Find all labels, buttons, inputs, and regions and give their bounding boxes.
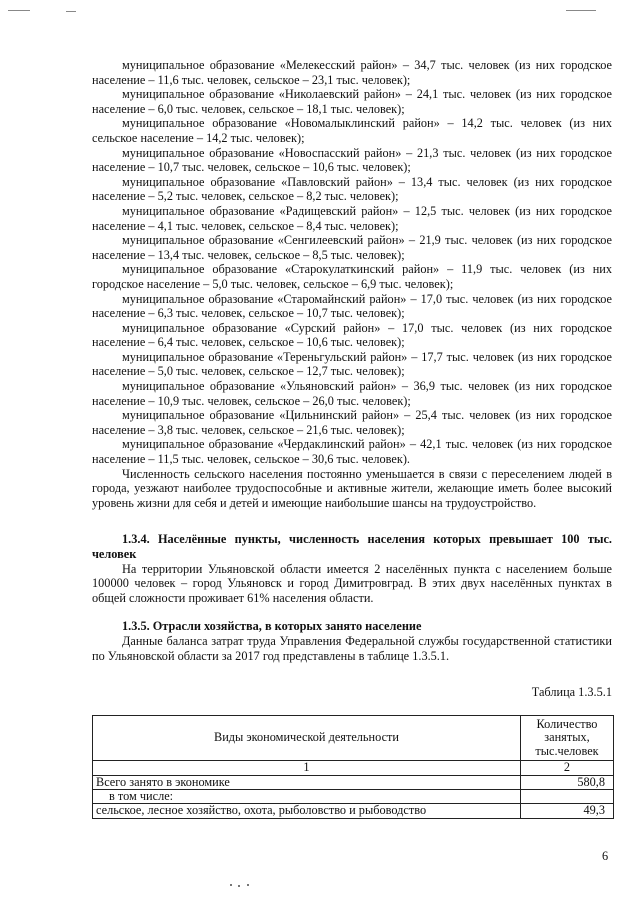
municipal-item: муниципальное образование «Старокулаткинский район» – 11,9 тыс. человек (из них городское население – 5,0 тыс. человек, сельское – 6,9 тыс. человек);: [92, 262, 612, 291]
row-value: 49,3: [521, 804, 614, 818]
municipal-item: муниципальное образование «Мелекесский район» – 34,7 тыс. человек (из них городское население – 11,6 тыс. человек, сельское – 23,1 тыс. человек);: [92, 58, 612, 87]
table-header-row: [93, 716, 614, 761]
header-count: Количество занятых, тыс.человек: [521, 716, 614, 761]
column-number-1: 1: [93, 761, 521, 775]
table-column-numbers-row: [93, 761, 614, 775]
row-label: сельское, лесное хозяйство, охота, рыболовство и рыбоводство: [93, 804, 521, 818]
table-row: [93, 789, 614, 803]
table-caption: Таблица 1.3.5.1: [531, 685, 612, 700]
municipal-item: муниципальное образование «Новомалыклинский район» – 14,2 тыс. человек (из них сельское население – 14,2 тыс. человек);: [92, 116, 612, 145]
municipal-item: муниципальное образование «Сурский район» – 17,0 тыс. человек (из них городское население – 6,4 тыс. человек, сельское – 10,6 тыс. человек);: [92, 320, 612, 350]
row-label: в том числе:: [93, 789, 521, 803]
municipal-item: муниципальное образование «Старомайнский район» – 17,0 тыс. человек (из них городское население – 6,3 тыс. человек, сельское – 10,7 тыс. человек);: [92, 291, 612, 321]
document-body: [92, 58, 612, 819]
rural-population-paragraph: Численность сельского населения постоянно уменьшается в связи с переселением людей в города, уезжают наиболее трудоспособные и активные жители, желающие иметь более высокий уровень жизни для себя и детей и имеющие наибольшие шансы на трудоустройство.: [92, 466, 612, 510]
table-row: [93, 775, 614, 789]
municipal-item: муниципальное образование «Сенгилеевский район» – 21,9 тыс. человек (из них городское население – 13,4 тыс. человек, сельское – 8,5 тыс. человек);: [92, 233, 612, 262]
municipal-item: муниципальное образование «Павловский район» – 13,4 тыс. человек (из них городское население – 5,2 тыс. человек, сельское – 8,2 тыс. человек);: [92, 174, 612, 204]
row-label: Всего занято в экономике: [93, 775, 521, 789]
scan-artifact: [247, 884, 249, 886]
row-value: [521, 789, 614, 803]
row-value: 580,8: [521, 775, 614, 789]
section-1-3-5-heading: 1.3.5. Отрасли хозяйства, в которых занято население: [122, 619, 422, 634]
section-1-3-4-heading: 1.3.4. Населённые пункты, численность населения которых превышает 100 тыс. человек: [92, 532, 612, 561]
scan-artifact: [66, 11, 76, 12]
municipal-item: муниципальное образование «Новоспасский район» – 21,3 тыс. человек (из них городское население – 10,7 тыс. человек, сельское – 10,6 тыс. человек);: [92, 145, 612, 175]
employment-table: [92, 715, 614, 819]
scan-artifact: [238, 885, 240, 887]
table-row: [93, 804, 614, 818]
municipal-item: муниципальное образование «Радищевский район» – 12,5 тыс. человек (из них городское население – 4,1 тыс. человек, сельское – 8,4 тыс. человек);: [92, 203, 612, 233]
header-activity: Виды экономической деятельности: [93, 716, 521, 761]
municipal-item: муниципальное образование «Цильнинский район» – 25,4 тыс. человек (из них городское население – 3,8 тыс. человек, сельское – 21,6 тыс. человек);: [92, 408, 612, 437]
municipal-item: муниципальное образование «Ульяновский район» – 36,9 тыс. человек (из них городское население – 10,9 тыс. человек, сельское – 26,0 тыс. человек);: [92, 379, 612, 408]
municipal-list: [92, 58, 612, 467]
scan-artifact: [8, 10, 30, 11]
page-number: 6: [602, 849, 609, 863]
municipal-item: муниципальное образование «Чердаклинский район» – 42,1 тыс. человек (из них городское население – 11,5 тыс. человек, сельское – 30,6 тыс. человек).: [92, 437, 612, 467]
scan-artifact: [566, 10, 596, 11]
scan-artifact: [230, 884, 232, 886]
column-number-2: 2: [521, 761, 614, 775]
section-1-3-5-text: Данные баланса затрат труда Управления Федеральной службы государственной статистики по Ульяновской области за 2017 год представлены в таблице 1.3.5.1.: [92, 633, 612, 663]
municipal-item: муниципальное образование «Николаевский район» – 24,1 тыс. человек (из них городское население – 6,0 тыс. человек, сельское – 18,1 тыс. человек);: [92, 87, 612, 116]
municipal-item: муниципальное образование «Тереньгульский район» – 17,7 тыс. человек (из них городское население – 5,0 тыс. человек, сельское – 12,7 тыс. человек);: [92, 349, 612, 379]
section-1-3-4-text: На территории Ульяновской области имеется 2 населённых пункта с населением больше 100000 человек – город Ульяновск и город Димитровград. В этих двух населённых пунктах в общей сложности проживает 61% населения области.: [92, 561, 612, 605]
